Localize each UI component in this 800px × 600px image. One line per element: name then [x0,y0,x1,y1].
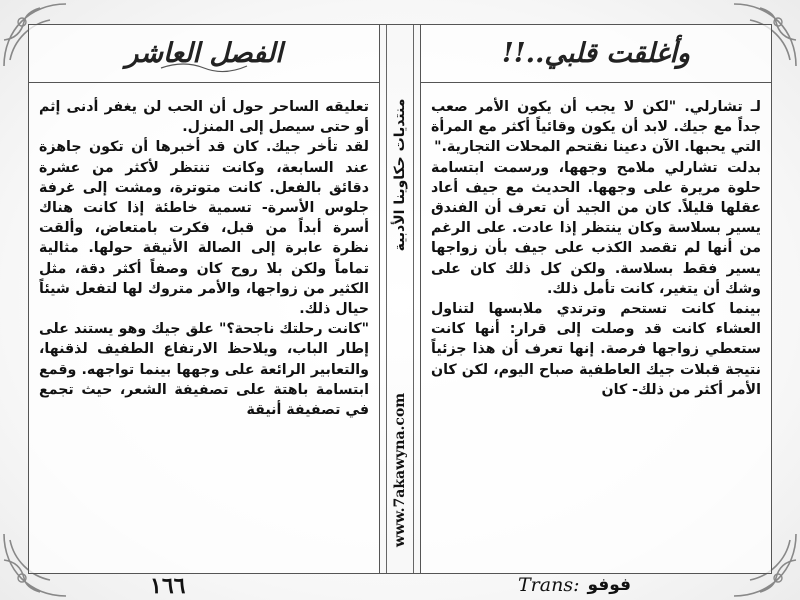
chapter-title: الفصل العاشر [125,38,283,69]
paragraph: بينما كانت تستحم وترتدي ملابسها لتناول العشاء كانت قد وصلت إلى قرار: أنها كانت ستعطي زواجها فرصة. إنها تعرف أن هذا جزئياً نتيجة قبلات جيك العاطفية صباح اليوم، لكن كان الأمر أكثر من ذلك- كان [431,301,761,398]
flourish-ornament [159,58,249,76]
spine-divider [386,25,387,573]
paragraph: تعليقه الساحر حول أن الحب لن يغفر أدنى إثم أو حتى سيصل إلى المنزل. [39,99,369,136]
paragraph: لـ تشارلي. "لكن لا يجب أن يكون الأمر صعب جداً مع جيك. لابد أن يكون وقائياً أكثر مع المرأة التي يحبها. الآن دعينا نقتحم المحلات التجارية." [431,99,761,156]
paragraph: لقد تأخر جيك. كان قد أخبرها أن تكون جاهزة عند السابعة، وكانت تنتظر لأكثر من عشرة دقائق بالفعل. كانت متوترة، ومشت إلى غرفة جلوس الأسرة- تسمية خاطئة إذا كانت هناك أسرة أبداً من قبل، فكرت بامتعاض، وألقت نظرة عابرة إلى الصالة الأنيقة حولها. مثالية تماماً ولكن بلا روح كان وصفاً أكثر دقة، مثل الكثير من زواجها، والأمر متروك لها لتفعل شيئاً حيال ذلك. [39,139,369,318]
left-column-header [29,25,379,83]
paragraph: بدلت تشارلي ملامح وجهها، ورسمت ابتسامة حلوة مريرة على وجهها. الحديث مع جيف أعاد عقلها قليلاً. كان من الجيد أن تعرف أن الفندق يسير بسلاسة وكان ينتظر إذا عادت. على الرغم من أنها لم تقصد الكذب على جيف بأن زواجها يسير فقط بسلاسة. ولكن كل ذلك كان على وشك أن يتغير، كانت تأمل ذلك. [431,159,761,297]
trans-label: Trans: [518,574,580,596]
right-column [420,24,772,574]
center-spine [380,24,420,574]
translator-name: فوفو [587,575,632,595]
paragraph: "كانت رحلتك ناجحة؟" علق جيك وهو يستند على إطار الباب، ويلاحظ الارتفاع الطفيف لذقنها، والتعابير الرائعة على وجهها بينما تواجهه. وقمع ابتسامة باهتة على تصفيفة الشعر، حيث تجمع في تصفيفة أنيقة [39,321,369,419]
forum-name: منتديات حكاوينا الأدبية [392,98,408,252]
page-number: ١٦٦ [150,573,186,599]
right-column-text [431,97,761,565]
book-title: وأغلقت قلبي..!! [501,38,691,69]
translator-credit [518,574,631,596]
left-column [28,24,380,574]
forum-url: www.7akawyna.com [392,392,408,548]
spine-divider [413,25,414,573]
right-column-header [421,25,771,83]
left-column-text [39,97,369,565]
